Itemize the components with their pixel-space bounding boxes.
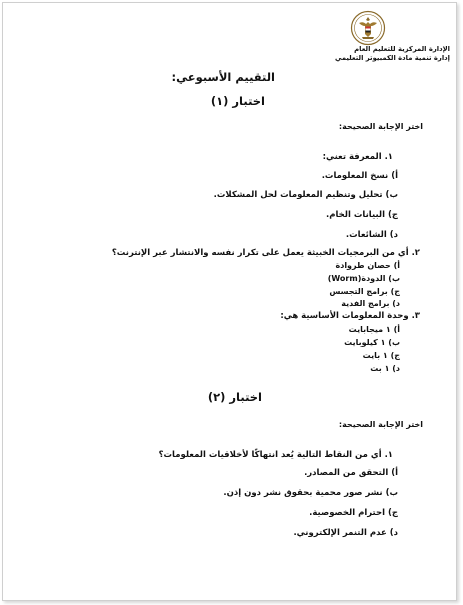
- test1-q2-option-c: ج) برامج التجسس: [329, 287, 400, 296]
- test2-question-1: ١. أي من النقاط التالية يُعد انتهاكًا لأخلاقيات المعلومات؟: [158, 450, 393, 460]
- test1-q1-option-d: د) الشائعات.: [345, 230, 398, 240]
- test2-instruction: اختر الإجابة الصحيحة:: [338, 420, 423, 429]
- ministry-line-1: الإدارة المركزية للتعليم العام: [354, 45, 450, 53]
- egypt-eagle-emblem-icon: [350, 10, 386, 48]
- test1-q2-option-a: أ) حصان طروادة: [335, 261, 400, 270]
- test2-q1-option-b: ب) نشر صور محمية بحقوق نشر دون إذن.: [223, 488, 398, 498]
- test2-q1-option-a: أ) التحقق من المصادر.: [304, 468, 398, 478]
- test1-q3-option-a: أ) ١ ميجابايت: [348, 325, 400, 334]
- test1-q2-option-b: ب) الدودة(Worm): [327, 274, 400, 283]
- test1-q2-option-d: د) برامج الفدية: [341, 299, 400, 308]
- test2-q1-option-c: ج) احترام الخصوصية.: [309, 508, 398, 518]
- page-title: التقييم الأسبوعي:: [171, 70, 275, 84]
- test1-q3-option-d: د) ١ بت: [370, 364, 400, 373]
- test1-q1-option-b: ب) تحليل وتنظيم المعلومات لحل المشكلات.: [213, 190, 398, 200]
- test1-q3-option-c: ج) ١ بايت: [362, 351, 400, 360]
- test1-question-1: ١. المعرفة تعني:: [322, 152, 393, 162]
- ministry-line-2: إدارة تنمية مادة الكمبيوتر التعليمي: [334, 54, 450, 62]
- test1-q1-option-c: ج) البيانات الخام.: [326, 210, 398, 220]
- test1-q1-option-a: أ) نسخ المعلومات.: [321, 171, 398, 181]
- test1-q3-option-b: ب) ١ كيلوبايت: [344, 338, 400, 347]
- test1-heading: اختبار (١): [210, 94, 265, 108]
- ministry-header: [320, 45, 450, 63]
- test2-q1-option-d: د) عدم التنمر الإلكتروني.: [293, 528, 398, 538]
- test1-question-2: ٢. أي من البرمجيات الخبيثة يعمل على تكرار نفسه والانتشار عبر الإنترنت؟: [111, 248, 420, 258]
- test1-question-3: ٣. وحدة المعلومات الأساسية هي:: [280, 311, 420, 321]
- test1-instruction: اختر الإجابة الصحيحة:: [338, 122, 423, 131]
- test2-heading: اختبار (٢): [207, 390, 262, 404]
